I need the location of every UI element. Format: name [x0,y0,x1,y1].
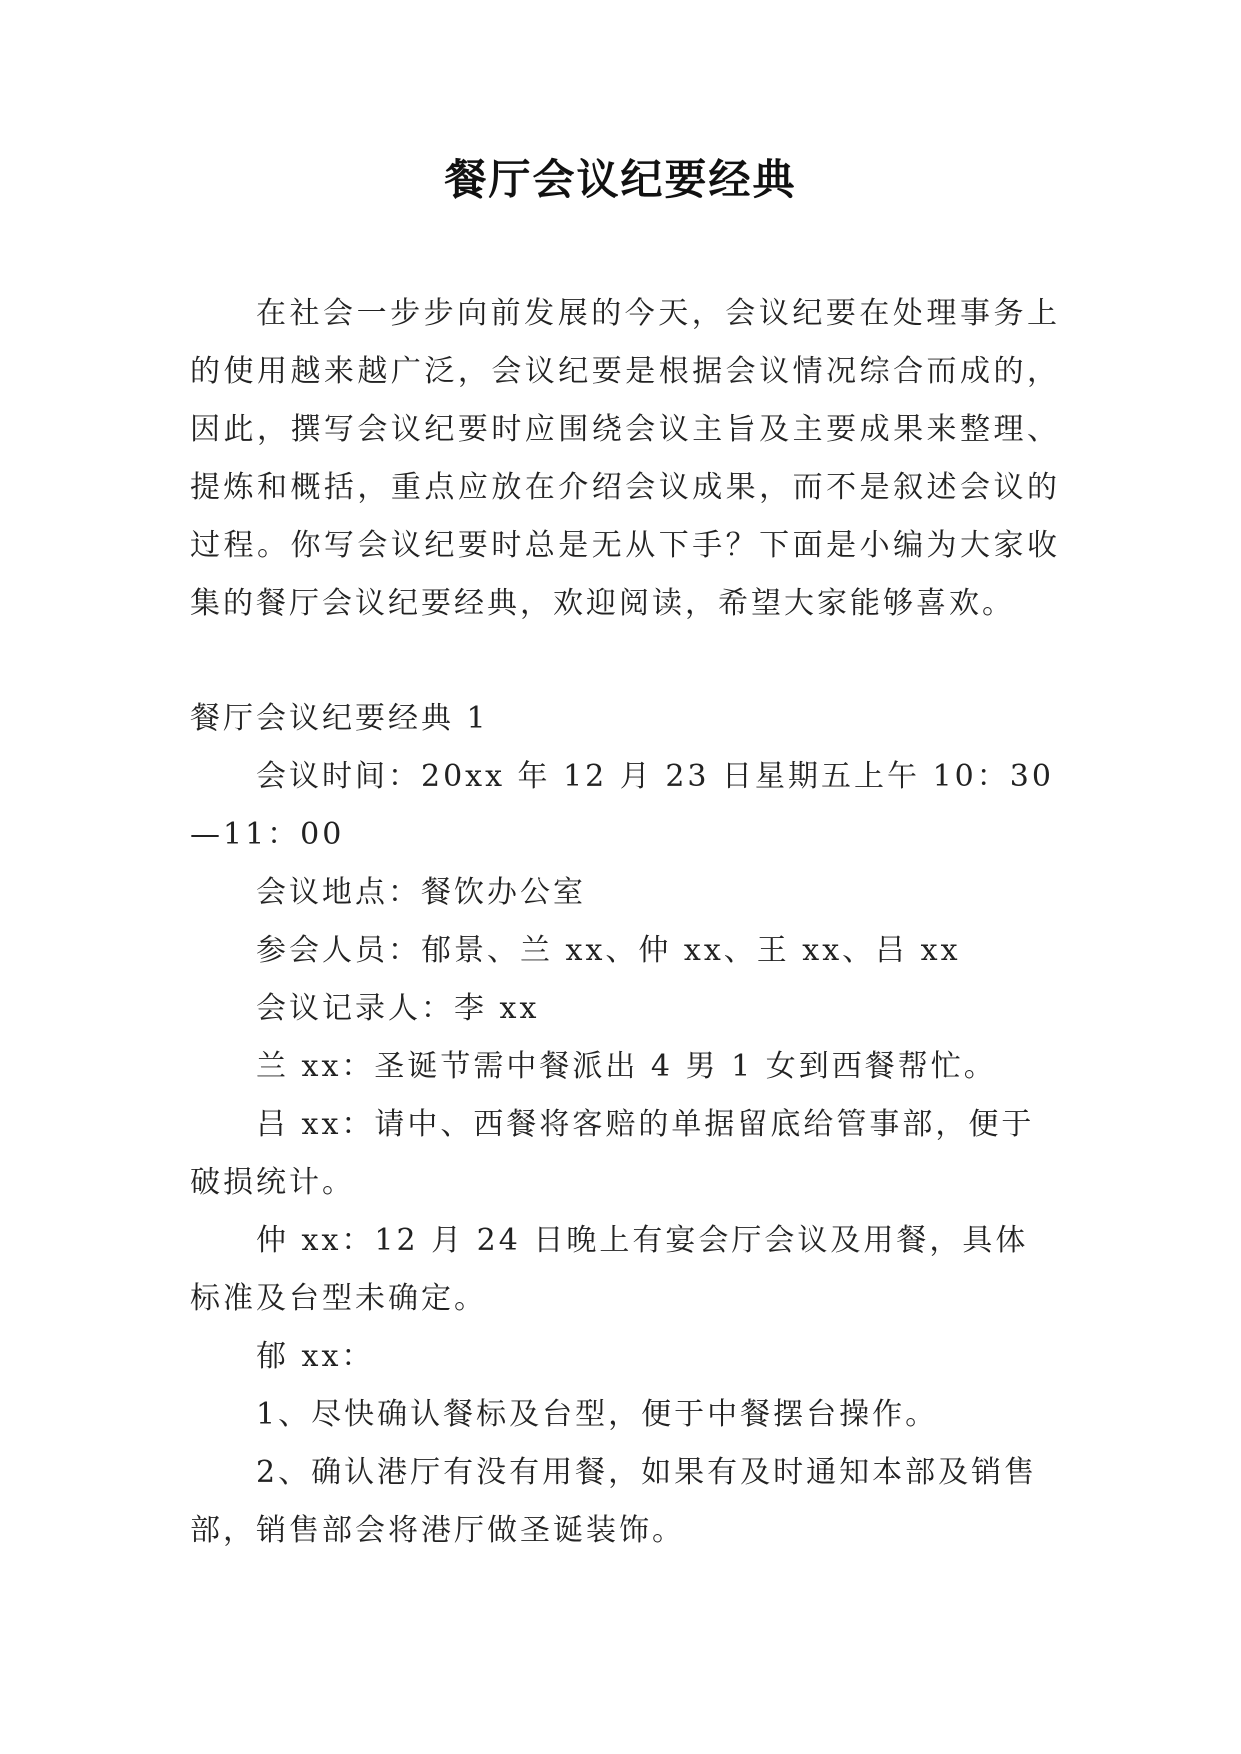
recorder: 会议记录人：李 xx [256,991,540,1026]
minutes-item-lan: 兰 xx：圣诞节需中餐派出 4 男 1 女到西餐帮忙。 [256,1049,997,1084]
minutes-item-yu: 郁 xx： [256,1339,375,1374]
minutes-content [190,690,1060,1560]
document-title: 餐厅会议纪要经典 [444,155,797,204]
meeting-place: 会议地点：餐饮办公室 [256,875,586,910]
attendees: 参会人员：郁景、兰 xx、仲 xx、王 xx、吕 xx [256,933,961,968]
intro-paragraph: 在社会一步步向前发展的今天，会议纪要在处理事务上的使用越来越广泛，会议纪要是根据会议情况综合而成的，因此，撰写会议纪要时应围绕会议主旨及主要成果来整理、提炼和概括，重点应放在介绍会议成果，而不是叙述会议的过程。你写会议纪要时总是无从下手？下面是小编为大家收集的餐厅会议纪要经典，欢迎阅读，希望大家能够喜欢。 [190,296,1060,621]
section-heading: 餐厅会议纪要经典 1 [190,701,489,736]
yu-point-2: 2、确认港厅有没有用餐，如果有及时通知本部及销售部，销售部会将港厅做圣诞装饰。 [190,1455,1038,1548]
minutes-item-lv: 吕 xx：请中、西餐将客赔的单据留底给管事部，便于破损统计。 [190,1107,1035,1200]
meeting-time: 会议时间：20xx 年 12 月 23 日星期五上午 10：30—11：00 [190,759,1054,852]
yu-point-1: 1、尽快确认餐标及台型，便于中餐摆台操作。 [256,1397,939,1432]
minutes-item-zhong: 仲 xx：12 月 24 日晚上有宴会厅会议及用餐，具体标准及台型未确定。 [190,1223,1029,1316]
